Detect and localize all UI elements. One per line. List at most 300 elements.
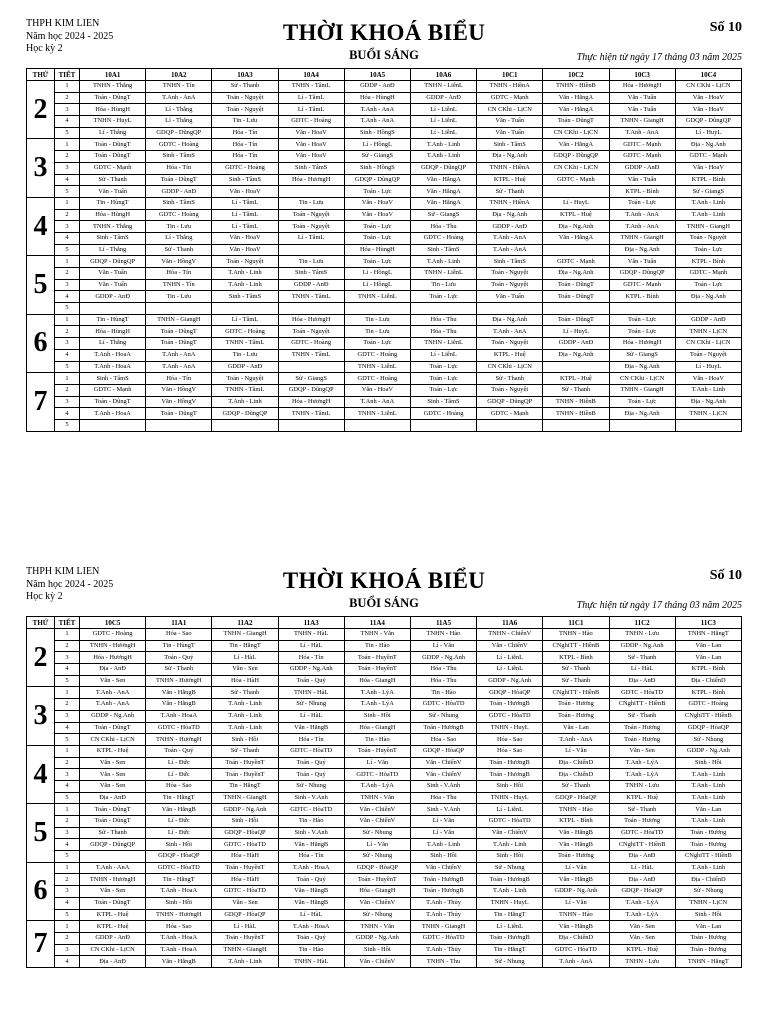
schedule-cell: Lí - LiễnL <box>477 664 543 676</box>
schedule-cell: Toán - Hương <box>543 710 609 722</box>
table-row <box>27 932 742 944</box>
schedule-cell: Sinh - Hồi <box>146 839 212 851</box>
schedule-cell: GDTC - Mạnh <box>609 151 675 163</box>
schedule-cell: Toán - DũngT <box>80 92 146 104</box>
schedule-cell <box>543 244 609 256</box>
schedule-cell: T.Anh - Linh <box>675 792 741 804</box>
period-number: 2 <box>55 699 80 711</box>
schedule-cell: Hóa - Tín <box>146 373 212 385</box>
period-number: 1 <box>55 687 80 699</box>
schedule-cell: Sinh - V.Anh <box>278 827 344 839</box>
schedule-cell: TNHN - HươngH <box>80 874 146 886</box>
schedule-cell: GDTC - Hoàng <box>410 408 476 420</box>
schedule-cell: Văn - HằngA <box>410 174 476 186</box>
schedule-cell: KTPL - Bình <box>675 687 741 699</box>
schedule-cell: T.Anh - Linh <box>212 956 278 968</box>
schedule-cell: TNHN - Hào <box>543 629 609 641</box>
schedule-cell: GDQP - DũngQP <box>675 116 741 128</box>
session-label: BUỔI SÁNG <box>349 48 419 62</box>
schedule-cell <box>146 419 212 431</box>
schedule-cell: Tin - Hào <box>410 687 476 699</box>
table-row <box>27 757 742 769</box>
schedule-cell: Toán - HuyềnT <box>212 932 278 944</box>
table-row <box>27 827 742 839</box>
period-number: 5 <box>55 419 80 431</box>
schedule-cell: Văn - HoaV <box>344 384 410 396</box>
schedule-cell: Địa - Ng.Anh <box>609 361 675 373</box>
schedule-cell: Văn - HằngB <box>278 839 344 851</box>
schedule-cell: KTPL - Bình <box>675 256 741 268</box>
schedule-cell: T.Anh - LýA <box>609 909 675 921</box>
schedule-cell: GDQP - DũngQP <box>212 408 278 420</box>
schedule-cell: T.Anh - Linh <box>675 197 741 209</box>
schedule-cell: Sử - Nhung <box>477 956 543 968</box>
schedule-cell: Văn - HằngA <box>543 104 609 116</box>
schedule-cell: Toán - HuyềnT <box>212 769 278 781</box>
schedule-cell: GDTC - Hoàng <box>278 116 344 128</box>
schedule-cell: Toán - Lực <box>609 326 675 338</box>
schedule-cell: Lí - Văn <box>543 862 609 874</box>
schedule-cell: Toán - Nguyệt <box>278 209 344 221</box>
schedule-cell: Toán - Nguyệt <box>212 104 278 116</box>
school-name: THPH KIM LIEN <box>26 18 100 29</box>
schedule-cell: CNghiTT - HiềnB <box>543 687 609 699</box>
schedule-cell: Lí - Văn <box>410 827 476 839</box>
table-row <box>27 769 742 781</box>
schedule-cell: Lí - TâmL <box>212 197 278 209</box>
schedule-cell: Văn - HồngV <box>146 256 212 268</box>
schedule-cell: Sử - Thanh <box>477 373 543 385</box>
schedule-cell: Toán - DũngT <box>146 174 212 186</box>
schedule-cell: Văn - ChiếnV <box>410 769 476 781</box>
schedule-cell: Văn - Lan <box>543 722 609 734</box>
timetable-sheet-1 <box>26 0 742 432</box>
schedule-cell: Văn - Sen <box>212 897 278 909</box>
schedule-cell: GDTC - Hoàng <box>80 629 146 641</box>
schedule-cell: KTPL - Huệ <box>609 792 675 804</box>
schedule-cell: Văn - Tuấn <box>477 116 543 128</box>
schedule-cell: GDQP - DũngQP <box>344 174 410 186</box>
schedule-cell: Hóa - HùngH <box>80 104 146 116</box>
schedule-cell <box>543 361 609 373</box>
period-number: 3 <box>55 104 80 116</box>
schedule-cell: Toán - Nguyệt <box>477 268 543 280</box>
schedule-cell: Toán - Lực <box>344 338 410 350</box>
schedule-cell: Văn - HằngB <box>543 839 609 851</box>
table-row <box>27 268 742 280</box>
schedule-cell: KTPL - Bình <box>609 291 675 303</box>
schedule-cell: TNHN - Tín <box>146 279 212 291</box>
schedule-cell: Hóa - HùngH <box>80 326 146 338</box>
schedule-cell: T.Anh - Linh <box>212 722 278 734</box>
schedule-cell: T.Anh - AnA <box>80 862 146 874</box>
schedule-cell: GDTC - HòaTD <box>477 816 543 828</box>
schedule-cell: GDDP - AnĐ <box>146 186 212 198</box>
schedule-cell: Địa - ChiếnD <box>675 675 741 687</box>
period-number: 1 <box>55 373 80 385</box>
schedule-cell: Văn - HoaV <box>212 186 278 198</box>
schedule-cell: Toán - Nguyệt <box>278 221 344 233</box>
schedule-cell: Sử - Nhung <box>278 699 344 711</box>
schedule-cell: Tin - Lưu <box>146 291 212 303</box>
period-number: 4 <box>55 174 80 186</box>
table-row <box>27 349 742 361</box>
schedule-cell: GDTC - Hoàng <box>146 209 212 221</box>
schedule-cell: Địa - Ng.Anh <box>609 408 675 420</box>
col-header-class: 10C1 <box>477 69 543 81</box>
schedule-cell: Văn - Tuấn <box>80 186 146 198</box>
schedule-cell: GDTC - Hoàng <box>344 349 410 361</box>
col-header-class: 11C2 <box>609 617 675 629</box>
schedule-cell <box>609 419 675 431</box>
schedule-cell: TNHN - Thu <box>410 956 476 968</box>
schedule-cell: Văn - ChiếnV <box>477 827 543 839</box>
schedule-cell: T.Anh - Linh <box>410 839 476 851</box>
schedule-cell: Toán - HươngB <box>477 932 543 944</box>
schedule-cell: Văn - Tuấn <box>609 256 675 268</box>
schedule-cell: Toán - Quý <box>278 874 344 886</box>
schedule-cell: KTPL - Huệ <box>477 349 543 361</box>
schedule-cell: Sử - Thanh <box>212 745 278 757</box>
schedule-cell: Tin - HùngT <box>146 640 212 652</box>
schedule-cell: Địa - AnĐ <box>80 956 146 968</box>
table-row <box>27 151 742 163</box>
schedule-cell: Văn - HằngB <box>278 897 344 909</box>
schedule-cell: Văn - HằngB <box>146 804 212 816</box>
schedule-cell: Văn - HoaV <box>278 151 344 163</box>
schedule-cell: Sinh - V.Anh <box>410 780 476 792</box>
schedule-cell: Toán - Lực <box>344 221 410 233</box>
period-number: 3 <box>55 944 80 956</box>
schedule-cell: Toán - Hương <box>675 827 741 839</box>
table-row <box>27 699 742 711</box>
schedule-cell: Lí - Đức <box>146 816 212 828</box>
col-header-class: 10C2 <box>543 69 609 81</box>
schedule-cell: GDQP - HòaQP <box>146 851 212 863</box>
schedule-cell: TNHN - Văn <box>344 629 410 641</box>
schedule-cell: Hóa - Tín <box>212 139 278 151</box>
schedule-cell: GDTC - HòaTD <box>609 687 675 699</box>
schedule-cell: Toán - Nguyệt <box>675 232 741 244</box>
schedule-cell: GDTC - Mạnh <box>675 151 741 163</box>
schedule-cell: Văn - HoaV <box>675 92 741 104</box>
schedule-cell <box>543 419 609 431</box>
period-number: 4 <box>55 722 80 734</box>
schedule-cell: TNHN - HiềnA <box>477 162 543 174</box>
schedule-cell: Địa - AnĐ <box>609 675 675 687</box>
col-header-class: 10C3 <box>609 69 675 81</box>
schedule-cell: TNHN - HiềnA <box>477 197 543 209</box>
table-row <box>27 303 742 315</box>
period-number: 1 <box>55 745 80 757</box>
schedule-cell: Lí - TâmL <box>212 209 278 221</box>
schedule-cell: Toán - DũngT <box>543 291 609 303</box>
schedule-cell: GDTC - Hoàng <box>410 232 476 244</box>
schedule-cell: Toán - Lực <box>609 197 675 209</box>
schedule-cell: T.Anh - LýA <box>344 687 410 699</box>
schedule-cell: Tin - Hào <box>344 734 410 746</box>
schedule-cell: Toán - Lực <box>609 314 675 326</box>
schedule-cell: Hóa - Thu <box>410 664 476 676</box>
schedule-cell: Sinh - TâmS <box>477 256 543 268</box>
schedule-cell <box>80 851 146 863</box>
schedule-cell: Địa - AnĐ <box>609 851 675 863</box>
schedule-cell: Toán - Nguyệt <box>278 326 344 338</box>
col-header-class: 10C4 <box>675 69 741 81</box>
schedule-cell: Toán - Nguyệt <box>212 92 278 104</box>
schedule-cell: Hóa - Thu <box>410 326 476 338</box>
schedule-cell: Hóa - HàH <box>212 874 278 886</box>
schedule-cell: KTPL - Bình <box>609 186 675 198</box>
schedule-cell: Địa - ChiếnD <box>543 932 609 944</box>
schedule-cell: Văn - HằngB <box>278 886 344 898</box>
schedule-cell: Hóa - Tín <box>278 652 344 664</box>
table-header-row <box>27 617 742 629</box>
schedule-cell: Sử - Thanh <box>212 687 278 699</box>
schedule-cell: CN CKhi - LịCN <box>477 104 543 116</box>
schedule-cell: T.Anh - HoaA <box>80 349 146 361</box>
period-number: 2 <box>55 640 80 652</box>
schedule-cell: T.Anh - Linh <box>410 139 476 151</box>
schedule-cell: Văn - HằngB <box>146 956 212 968</box>
schedule-cell: Văn - HoaV <box>675 104 741 116</box>
table-row <box>27 186 742 198</box>
schedule-cell: Lí - Đức <box>146 757 212 769</box>
schedule-cell: TNHN - Lưu <box>609 956 675 968</box>
schedule-cell: Toán - Quý <box>278 675 344 687</box>
page-title: THỜI KHOÁ BIỂU <box>282 20 486 45</box>
schedule-cell: Văn - Sen <box>212 664 278 676</box>
table-row <box>27 745 742 757</box>
period-number: 5 <box>55 186 80 198</box>
schedule-cell: Hóa - HươngH <box>609 338 675 350</box>
timetable-sheet-2 <box>26 548 742 968</box>
schedule-cell: TNHN - Lưu <box>609 780 675 792</box>
table-row <box>27 291 742 303</box>
table-row <box>27 687 742 699</box>
period-number: 2 <box>55 384 80 396</box>
col-header-class: 10A4 <box>278 69 344 81</box>
schedule-cell: TNHN - GiangH <box>609 232 675 244</box>
table-row <box>27 256 742 268</box>
schedule-cell: Lí - HồngL <box>344 279 410 291</box>
schedule-cell: T.Anh - Linh <box>675 862 741 874</box>
schedule-cell: GDTC - Mạnh <box>609 139 675 151</box>
schedule-cell: Tin - HằngT <box>146 792 212 804</box>
schedule-cell: Hóa - HùngH <box>344 92 410 104</box>
period-number: 4 <box>55 897 80 909</box>
schedule-cell: CNghiTT - HiềnB <box>609 839 675 851</box>
schedule-cell: TNHN - Văn <box>344 921 410 933</box>
schedule-cell: GDDP - Ng.Anh <box>80 710 146 722</box>
period-number: 4 <box>55 839 80 851</box>
schedule-cell: GDDP - AnĐ <box>609 162 675 174</box>
schedule-cell: Sinh - HồngS <box>344 127 410 139</box>
schedule-cell: Tin - HùngT <box>80 314 146 326</box>
schedule-cell: Văn - Tuấn <box>609 104 675 116</box>
table-row <box>27 221 742 233</box>
schedule-cell: CNghiTT - HiềnB <box>675 851 741 863</box>
schedule-cell: GDQP - DũngQP <box>543 151 609 163</box>
schedule-cell: T.Anh - AnA <box>344 396 410 408</box>
schedule-cell: Toán - Lực <box>410 373 476 385</box>
schedule-cell <box>278 186 344 198</box>
schedule-cell: Văn - HoaV <box>675 373 741 385</box>
table-row <box>27 396 742 408</box>
day-label: 2 <box>27 629 55 687</box>
period-number: 2 <box>55 757 80 769</box>
period-number: 1 <box>55 197 80 209</box>
schedule-cell: GDTC - HòaTD <box>477 710 543 722</box>
schedule-cell <box>212 303 278 315</box>
schedule-cell: TNHN - HươngH <box>80 640 146 652</box>
schedule-cell: TNHN - GiangH <box>146 314 212 326</box>
schedule-cell: Sử - Nhung <box>344 909 410 921</box>
schedule-cell: Tin - Lưu <box>278 197 344 209</box>
schedule-cell: GDDP - AnĐ <box>675 314 741 326</box>
table-row <box>27 116 742 128</box>
schedule-cell <box>278 419 344 431</box>
schedule-cell: T.Anh - HoaA <box>146 886 212 898</box>
schedule-cell: Toán - DũngT <box>543 314 609 326</box>
schedule-cell: Văn - ChiếnV <box>477 640 543 652</box>
schedule-cell: GDDP - Ng.Anh <box>278 664 344 676</box>
schedule-cell: Lí - Văn <box>543 745 609 757</box>
schedule-cell: TNHN - HiềnB <box>543 396 609 408</box>
table-row <box>27 408 742 420</box>
schedule-cell: Văn - HằngA <box>543 139 609 151</box>
schedule-cell <box>675 419 741 431</box>
schedule-cell: Hóa - Tín <box>146 268 212 280</box>
schedule-cell: Hóa - HươngH <box>609 81 675 93</box>
schedule-cell: Hóa - HươngH <box>80 652 146 664</box>
table-row <box>27 886 742 898</box>
schedule-cell: GDTC - Mạnh <box>675 268 741 280</box>
schedule-cell: Toán - Nguyệt <box>212 256 278 268</box>
day-label: 3 <box>27 687 55 745</box>
schedule-cell: Địa - Ng.Anh <box>543 221 609 233</box>
schedule-cell: Văn - Sen <box>80 675 146 687</box>
schedule-cell: Địa - Ng.Anh <box>543 268 609 280</box>
schedule-cell: Địa - Ng.Anh <box>675 291 741 303</box>
schedule-cell: TNHN - LịCN <box>675 897 741 909</box>
schedule-cell: Hóa - HươngH <box>278 396 344 408</box>
schedule-cell: Văn - HoaV <box>212 232 278 244</box>
schedule-cell: KTPL - Huệ <box>80 909 146 921</box>
schedule-cell: TNHN - HằngT <box>675 629 741 641</box>
schedule-cell: Văn - Lan <box>675 652 741 664</box>
schedule-cell: GDTC - HòaTD <box>543 944 609 956</box>
day-label: 4 <box>27 745 55 803</box>
schedule-cell: Văn - Sen <box>80 769 146 781</box>
schedule-cell: Sinh - TâmS <box>80 232 146 244</box>
day-label: 7 <box>27 373 55 431</box>
table-row <box>27 640 742 652</box>
schedule-cell: Tin - Lưu <box>410 279 476 291</box>
schedule-cell: Toán - HươngB <box>477 874 543 886</box>
schedule-cell: KTPL - Huệ <box>543 209 609 221</box>
col-header-class: 11A5 <box>410 617 476 629</box>
period-number: 5 <box>55 675 80 687</box>
schedule-cell: T.Anh - Thủy <box>410 944 476 956</box>
schedule-cell: TNHN - LiễnL <box>410 81 476 93</box>
schedule-cell: Toán - Quý <box>278 757 344 769</box>
schedule-cell: Sinh - TâmS <box>278 268 344 280</box>
schedule-cell: GDDP - Ng.Anh <box>543 886 609 898</box>
schedule-cell: Sinh - Hồi <box>212 816 278 828</box>
schedule-cell: GDDP - AnĐ <box>410 92 476 104</box>
schedule-cell <box>278 303 344 315</box>
schedule-cell: Sử - Thanh <box>146 244 212 256</box>
schedule-cell: Tin - Lưu <box>212 349 278 361</box>
school-term: Học kỳ 2 <box>26 591 63 602</box>
table-row <box>27 373 742 385</box>
schedule-cell: GDTC - Mạnh <box>543 174 609 186</box>
col-header-class: 10C5 <box>80 617 146 629</box>
schedule-cell: T.Anh - AnA <box>609 209 675 221</box>
schedule-cell: Sinh - Hồi <box>146 897 212 909</box>
schedule-cell: Lí - HàL <box>212 652 278 664</box>
schedule-cell: GDDP - AnĐ <box>477 221 543 233</box>
schedule-cell: Sử - Nhung <box>344 851 410 863</box>
schedule-cell: Sinh - TâmS <box>80 373 146 385</box>
schedule-cell: Sinh - HồngS <box>344 162 410 174</box>
schedule-cell: KTPL - Huệ <box>609 944 675 956</box>
schedule-cell: GDDP - AnĐ <box>344 81 410 93</box>
schedule-cell: Văn - HằngB <box>543 874 609 886</box>
schedule-cell: T.Anh - Linh <box>675 769 741 781</box>
schedule-cell: TNHN - Tín <box>146 81 212 93</box>
schedule-cell: Văn - Tuấn <box>477 291 543 303</box>
period-number: 4 <box>55 664 80 676</box>
table-row <box>27 664 742 676</box>
period-number: 2 <box>55 268 80 280</box>
schedule-cell: TNHN - Thắng <box>80 221 146 233</box>
schedule-cell: GDQP - DũngQP <box>410 162 476 174</box>
period-number: 3 <box>55 221 80 233</box>
period-number: 3 <box>55 827 80 839</box>
period-number: 1 <box>55 256 80 268</box>
schedule-cell: TNHN - HàL <box>278 687 344 699</box>
schedule-cell: Hóa - Sao <box>477 745 543 757</box>
col-header-class: 11C3 <box>675 617 741 629</box>
schedule-cell: T.Anh - AnA <box>146 361 212 373</box>
schedule-cell: Sinh - Hồi <box>675 757 741 769</box>
schedule-cell: Địa - AnĐ <box>80 792 146 804</box>
schedule-cell: GDTC - HòaTD <box>212 886 278 898</box>
schedule-cell: TNHN - LiễnL <box>344 408 410 420</box>
schedule-cell: Văn - ChiếnV <box>344 804 410 816</box>
schedule-cell: Lí - HàL <box>278 909 344 921</box>
schedule-cell <box>278 244 344 256</box>
schedule-cell: CN CKhi - LịCN <box>543 127 609 139</box>
period-number: 2 <box>55 932 80 944</box>
schedule-cell: Sử - Thanh <box>146 664 212 676</box>
schedule-cell: T.Anh - HoaA <box>278 921 344 933</box>
schedule-cell: Toán - Quý <box>278 932 344 944</box>
period-number: 5 <box>55 792 80 804</box>
schedule-cell: Tin - HằngT <box>477 944 543 956</box>
schedule-cell: Sinh - TâmS <box>410 396 476 408</box>
schedule-cell <box>477 419 543 431</box>
col-header-class: 11A6 <box>477 617 543 629</box>
schedule-cell: TNHN - TâmL <box>212 384 278 396</box>
table-row <box>27 104 742 116</box>
schedule-cell: T.Anh - HoaA <box>146 932 212 944</box>
period-number: 5 <box>55 909 80 921</box>
schedule-cell: TNHN - HàL <box>278 956 344 968</box>
table-row <box>27 197 742 209</box>
